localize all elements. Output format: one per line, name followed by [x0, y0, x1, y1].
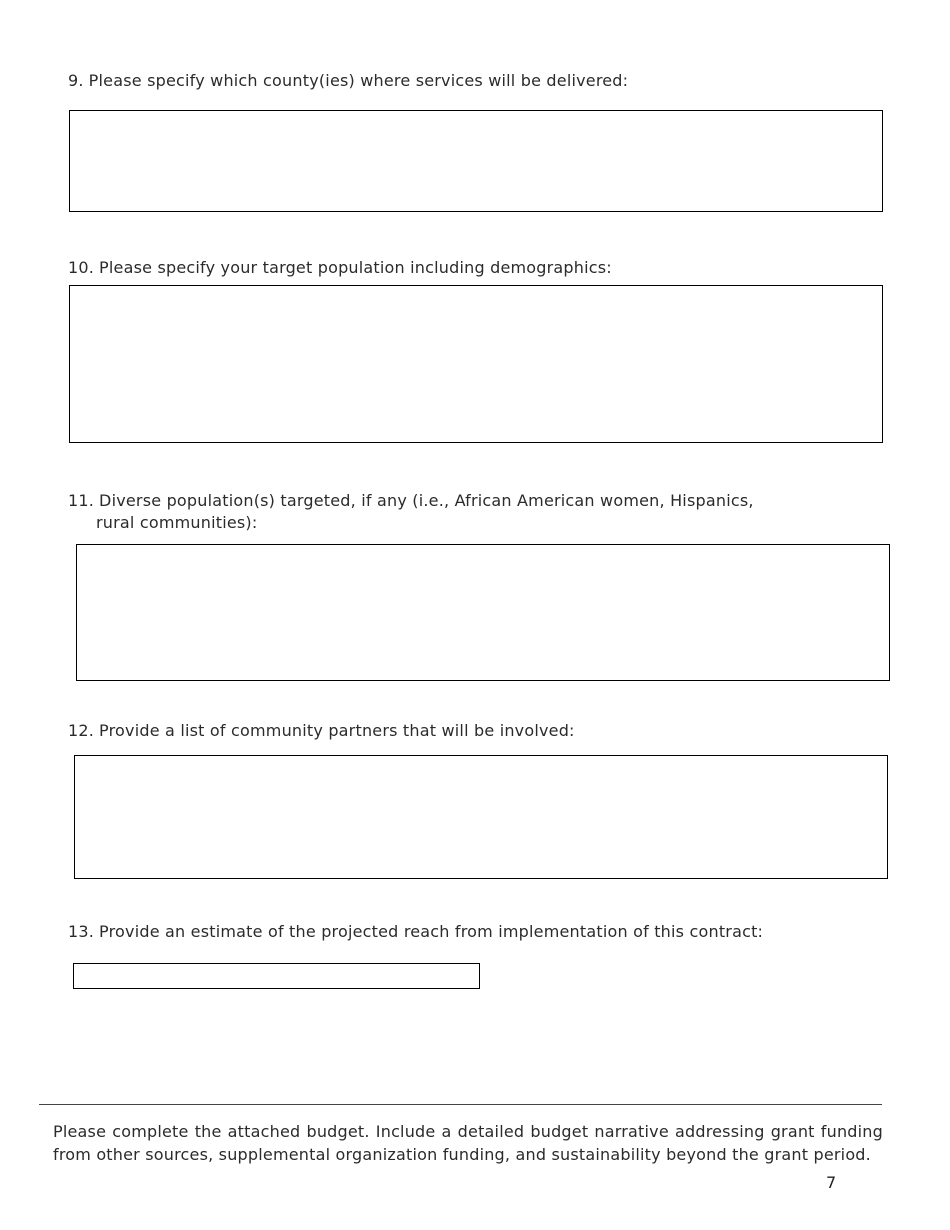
community-partners-answer-field[interactable] [74, 755, 888, 879]
question-number: 10. [68, 258, 95, 277]
question-text: rural communities): [96, 513, 258, 532]
question-text: Provide an estimate of the projected reach from implementation of this contract: [99, 922, 764, 941]
counties-answer-field[interactable] [69, 110, 883, 212]
question-10-label [68, 257, 612, 279]
question-text: Please specify your target population including demographics: [99, 258, 612, 277]
question-number: 13. [68, 922, 95, 941]
question-number: 9. [68, 71, 84, 90]
budget-instructions: Please complete the attached budget. Include a detailed budget narrative addressing grant funding from other sources, supplemental organization funding, and sustainability beyond the grant period. [53, 1122, 883, 1164]
projected-reach-answer-field[interactable] [73, 963, 480, 989]
question-11-label [68, 490, 754, 512]
question-9-label [68, 70, 628, 92]
question-text: Provide a list of community partners that will be involved: [99, 721, 575, 740]
question-number: 12. [68, 721, 95, 740]
question-text: Please specify which county(ies) where services will be delivered: [88, 71, 629, 90]
footer-divider [39, 1104, 882, 1105]
question-number: 11. [68, 491, 95, 510]
page-number: 7 [826, 1173, 837, 1192]
question-11-label-continued [96, 512, 257, 534]
question-12-label [68, 720, 575, 742]
target-population-answer-field[interactable] [69, 285, 883, 443]
question-13-label [68, 921, 763, 943]
question-text: Diverse population(s) targeted, if any (i.e., African American women, Hispanics, [99, 491, 754, 510]
diverse-population-answer-field[interactable] [76, 544, 890, 681]
